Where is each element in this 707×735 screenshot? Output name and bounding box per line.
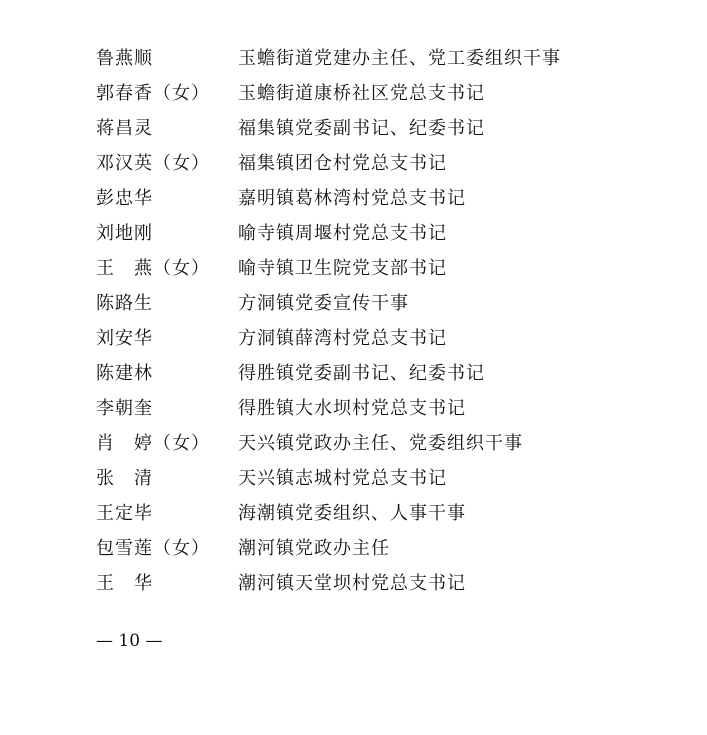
list-item — [96, 321, 676, 356]
person-position: 喻寺镇周堰村党总支书记 — [238, 223, 447, 244]
list-item — [96, 251, 676, 286]
person-position: 福集镇团仓村党总支书记 — [238, 153, 447, 174]
list-item — [96, 391, 676, 426]
person-name: 刘地刚 — [96, 223, 153, 244]
list-item — [96, 216, 676, 251]
person-position: 喻寺镇卫生院党支部书记 — [238, 258, 447, 279]
person-position: 玉蟾街道康桥社区党总支书记 — [238, 83, 485, 104]
person-position: 海潮镇党委组织、人事干事 — [238, 503, 466, 524]
list-item — [96, 111, 676, 146]
list-item — [96, 496, 676, 531]
person-position: 天兴镇党政办主任、党委组织干事 — [238, 433, 523, 454]
person-name: 陈路生 — [96, 293, 153, 314]
person-name: 张 清 — [96, 468, 153, 489]
person-name: 王 燕（女） — [96, 258, 210, 279]
person-name: 陈建林 — [96, 363, 153, 384]
person-name: 邓汉英（女） — [96, 153, 210, 174]
page-number: — 10 — — [96, 631, 163, 651]
list-item — [96, 531, 676, 566]
person-position: 潮河镇天堂坝村党总支书记 — [238, 573, 466, 594]
person-position: 得胜镇党委副书记、纪委书记 — [238, 363, 485, 384]
person-position: 福集镇党委副书记、纪委书记 — [238, 118, 485, 139]
list-item — [96, 426, 676, 461]
person-position: 天兴镇志城村党总支书记 — [238, 468, 447, 489]
person-position: 得胜镇大水坝村党总支书记 — [238, 398, 466, 419]
person-position: 嘉明镇葛林湾村党总支书记 — [238, 188, 466, 209]
list-item — [96, 41, 676, 76]
person-name: 王 华 — [96, 573, 153, 594]
list-item — [96, 356, 676, 391]
person-name: 刘安华 — [96, 328, 153, 349]
person-position: 玉蟾街道党建办主任、党工委组织干事 — [238, 48, 561, 69]
list-item — [96, 286, 676, 321]
person-name: 包雪莲（女） — [96, 538, 210, 559]
person-name: 郭春香（女） — [96, 83, 210, 104]
personnel-list — [96, 41, 676, 601]
person-name: 蒋昌灵 — [96, 118, 153, 139]
person-name: 王定毕 — [96, 503, 153, 524]
list-item — [96, 566, 676, 601]
person-position: 方洞镇党委宣传干事 — [238, 293, 409, 314]
list-item — [96, 181, 676, 216]
list-item — [96, 461, 676, 496]
person-name: 彭忠华 — [96, 188, 153, 209]
person-name: 李朝奎 — [96, 398, 153, 419]
person-name: 肖 婷（女） — [96, 433, 210, 454]
person-position: 潮河镇党政办主任 — [238, 538, 390, 559]
list-item — [96, 146, 676, 181]
person-name: 鲁燕顺 — [96, 48, 153, 69]
person-position: 方洞镇薛湾村党总支书记 — [238, 328, 447, 349]
list-item — [96, 76, 676, 111]
